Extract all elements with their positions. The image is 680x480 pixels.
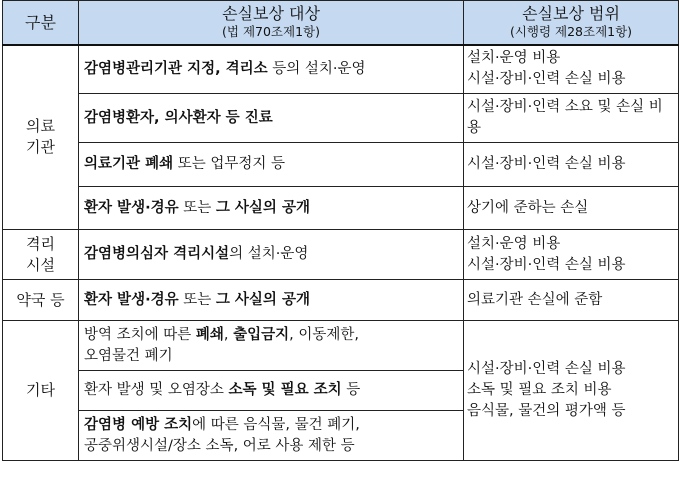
header-range: 손실보상 범위 (시행령 제28조제1항) (464, 1, 679, 45)
target-cell: 감염병환자, 의사환자 등 진료 (79, 94, 464, 143)
range-cell: 설치·운영 비용 시설·장비·인력 손실 비용 (464, 230, 679, 280)
range-cell: 시설·장비·인력 소요 및 손실 비용 (464, 94, 679, 143)
range-cell: 시설·장비·인력 손실 비용 (464, 143, 679, 187)
category-pharmacy: 약국 등 (3, 280, 79, 321)
target-cell: 감염병관리기관 지정, 격리소 등의 설치·운영 (79, 45, 464, 94)
table-row (3, 321, 679, 371)
table-row (3, 230, 679, 280)
table-row (3, 143, 679, 187)
category-other: 기타 (3, 321, 79, 461)
table-row (3, 187, 679, 230)
target-cell: 환자 발생·경유 또는 그 사실의 공개 (79, 187, 464, 230)
header-category: 구분 (3, 1, 79, 45)
category-medical: 의료 기관 (3, 45, 79, 230)
target-cell: 감염병 예방 조치에 따른 음식물, 물건 폐기, 공중위생시설/장소 소독, 어로 사용 제한 등 (79, 411, 464, 461)
range-cell: 의료기관 손실에 준함 (464, 280, 679, 321)
target-cell: 방역 조치에 따른 폐쇄, 출입금지, 이동제한, 오염물건 폐기 (79, 321, 464, 371)
range-cell-other: 시설·장비·인력 손실 비용 소독 및 필요 조치 비용 음식물, 물건의 평가액 등 (464, 321, 679, 461)
category-quarantine: 격리 시설 (3, 230, 79, 280)
table-row (3, 94, 679, 143)
table-row (3, 45, 679, 94)
target-cell: 감염병의심자 격리시설의 설치·운영 (79, 230, 464, 280)
target-cell: 의료기관 폐쇄 또는 업무정지 등 (79, 143, 464, 187)
compensation-table (2, 0, 679, 461)
range-cell: 설치·운영 비용 시설·장비·인력 손실 비용 (464, 45, 679, 94)
range-cell: 상기에 준하는 손실 (464, 187, 679, 230)
header-target: 손실보상 대상 (법 제70조제1항) (79, 1, 464, 45)
target-cell: 환자 발생·경유 또는 그 사실의 공개 (79, 280, 464, 321)
table-row (3, 280, 679, 321)
target-cell: 환자 발생 및 오염장소 소독 및 필요 조치 등 (79, 371, 464, 411)
